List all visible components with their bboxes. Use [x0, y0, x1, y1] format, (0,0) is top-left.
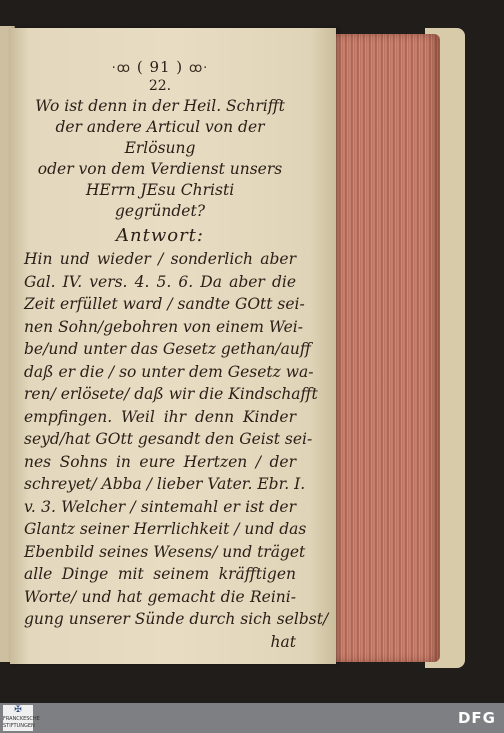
- ornament-left-icon: ·ꝏ: [111, 61, 132, 76]
- answer-line: schreyet/ Abba / lieber Vater. Ebr. I.: [24, 475, 306, 493]
- answer-line: Glantz seiner Herrlichkeit / und das: [24, 520, 307, 538]
- question-line: gegründet?: [114, 202, 206, 220]
- page-block-edge: [330, 34, 440, 662]
- answer-line: daß er die / so unter dem Gesetz wa-: [24, 362, 314, 381]
- institution-logo-icon: ✠: [14, 705, 22, 715]
- answer-line: Ebenbild seines Wesens/ und träget: [24, 542, 306, 561]
- ornament-right-icon: ꝏ·: [188, 61, 209, 76]
- question-line: Wo ist denn in der Heil. Schrifft: [35, 97, 285, 115]
- answer-line: seyd/hat GOtt gesandt den Geist sei-: [24, 430, 313, 448]
- page-text: [24, 58, 329, 653]
- answer-body: [24, 248, 329, 653]
- page-header: [24, 58, 296, 76]
- answer-line: nen Sohn/gebohren von einem Wei-: [24, 317, 303, 336]
- question-line: der andere Articul von der Erlösung: [55, 118, 265, 157]
- institution-logo-text: FRANCKESCHE STIFTUNGEN: [3, 716, 40, 729]
- viewer-footer: [0, 703, 504, 733]
- answer-line: v. 3. Welcher / sintemahl er ist der: [24, 497, 296, 516]
- answer-line: nes Sohns in eure Hertzen / der: [24, 452, 296, 471]
- catchword: hat: [270, 632, 296, 651]
- institution-logo[interactable]: [3, 705, 40, 731]
- book-page: [10, 28, 336, 664]
- answer-line: Worte/ und hat gemacht die Reini-: [24, 587, 296, 606]
- answer-line: alle Dinge mit seinem kräfftigen: [24, 565, 296, 583]
- answer-line: gung unserer Sünde durch sich selbst/: [24, 610, 329, 628]
- answer-line: be/und unter das Gesetz gethan/auff: [24, 340, 311, 358]
- question-line: oder von dem Verdienst unsers: [37, 160, 283, 178]
- answer-line: Hin und wieder / sonderlich aber: [24, 250, 296, 268]
- answer-line: Gal. IV. vers. 4. 5. 6. Da aber die: [24, 272, 296, 291]
- answer-line: empfingen. Weil ihr denn Kinder: [24, 407, 296, 426]
- answer-heading: Antwort:: [116, 225, 204, 246]
- dfg-logo[interactable]: DFG: [457, 709, 496, 727]
- answer-line: Zeit erfüllet ward / sandte GOtt sei-: [24, 295, 305, 313]
- question-line: HErrn JEsu Christi: [85, 181, 235, 199]
- question-number: 22.: [148, 78, 172, 94]
- answer-line: ren/ erlösete/ daß wir die Kindschafft: [24, 385, 318, 403]
- question: [24, 96, 296, 222]
- page-number: ( 91 ): [136, 58, 184, 76]
